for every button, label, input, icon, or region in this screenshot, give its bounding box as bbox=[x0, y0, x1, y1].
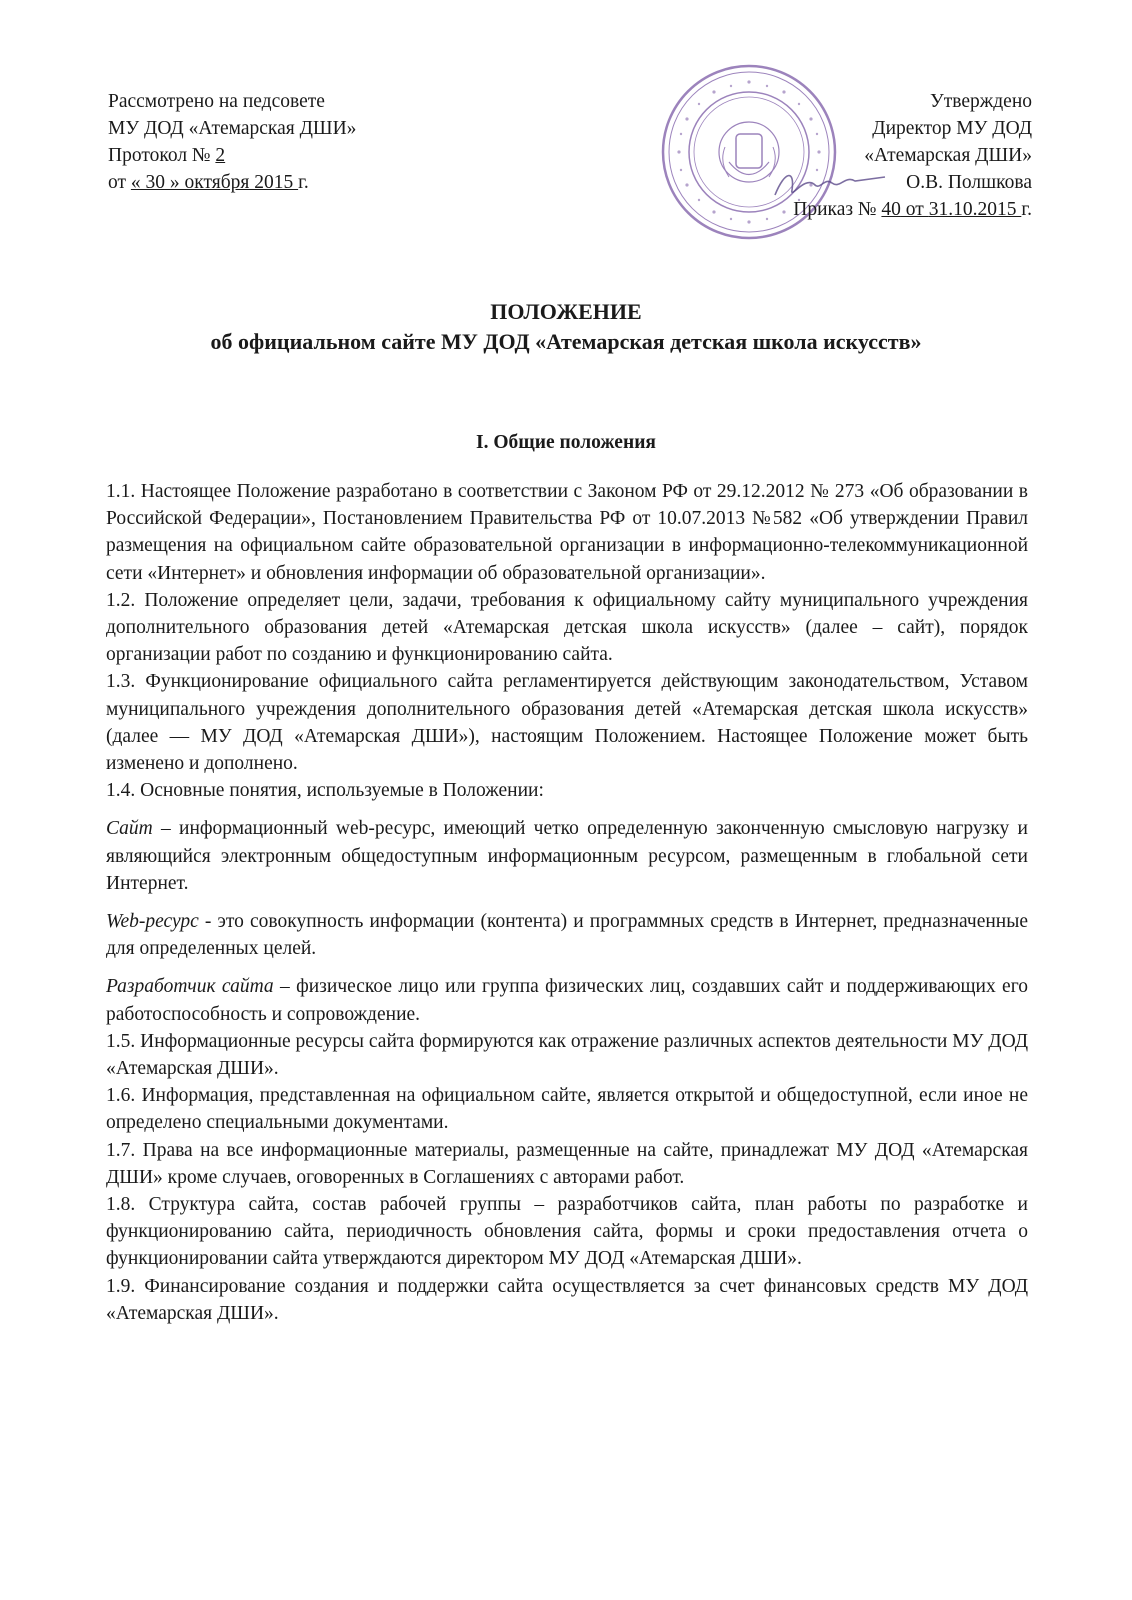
definition-term: Web-ресурс bbox=[106, 911, 199, 933]
paragraph-1-9: 1.9. Финансирование создания и поддержки сайта осуществляется за счет финансовых средств МУ ДОД «Атемарская ДШИ». bbox=[106, 1275, 1028, 1324]
approved-block bbox=[793, 88, 1032, 223]
definition-text: – информационный web-ресурс, имеющий четко определенную законченную смысловую нагрузку и являющийся электронным общедоступным информационным ресурсом, размещенным в глобальной сети Интернет. bbox=[106, 818, 1028, 894]
approved-line: Утверждено bbox=[929, 91, 1032, 112]
definition-web-resource bbox=[106, 908, 1028, 962]
document-body bbox=[106, 478, 1028, 1327]
order-number: 40 bbox=[881, 199, 901, 220]
paragraph-1-4: 1.4. Основные понятия, используемые в Положении: bbox=[106, 780, 544, 802]
order-line bbox=[793, 196, 1032, 223]
paragraph-1-2: 1.2. Положение определяет цели, задачи, требования к официальному сайту муниципального учреждения дополнительного образования детей «Атемарская детская школа искусств» (далее – сайт), порядок организации работ по созданию и функционированию сайта. bbox=[106, 589, 1028, 666]
paragraph-1-1: 1.1. Настоящее Положение разработано в соответствии с Законом РФ от 29.12.2012 № 273 «Об образовании в Российской Федерации», Постановлением Правительства РФ от 10.07.2013 №582 «Об утверждении Правил размещения на официальном сайте образовательной организации в информационно-телекоммуникационной сети «Интернет» и обновления информации об образовательной организации». bbox=[106, 481, 1028, 584]
order-date: 31.10.2015 bbox=[928, 199, 1022, 220]
protocol-line bbox=[108, 142, 356, 169]
definition-term: Сайт bbox=[106, 818, 153, 840]
considered-line: Рассмотрено на педсовете bbox=[108, 91, 325, 112]
definition-term: Разработчик сайта bbox=[106, 976, 274, 998]
paragraph-1-6: 1.6. Информация, представленная на официальном сайте, является открытой и общедоступной, если иное не определено специальными документами. bbox=[106, 1085, 1028, 1134]
protocol-date: « 30 » октября 2015 bbox=[130, 172, 299, 193]
definition-developer bbox=[106, 973, 1028, 1027]
protocol-number: 2 bbox=[215, 145, 226, 166]
organization-line: МУ ДОД «Атемарская ДШИ» bbox=[108, 118, 357, 139]
paragraph-1-3: 1.3. Функционирование официального сайта регламентируется действующим законодательством, Уставом муниципального учреждения дополнительного образования детей «Атемарская детская школа искусств» (далее — МУ ДОД «Атемарская ДШИ»), настоящим Положением. Настоящее Положение может быть изменено и дополнено. bbox=[106, 671, 1028, 775]
paragraph-1-7: 1.7. Права на все информационные материалы, размещенные на сайте, принадлежат МУ ДОД «Атемарская ДШИ» кроме случаев, оговоренных в Соглашениях с авторами работ. bbox=[106, 1139, 1028, 1188]
considered-block bbox=[108, 88, 356, 196]
protocol-prefix: Протокол № bbox=[108, 145, 216, 166]
title-main: ПОЛОЖЕНИЕ bbox=[490, 299, 642, 324]
date-prefix: от bbox=[108, 172, 131, 193]
director-title-line: Директор МУ ДОД bbox=[872, 118, 1032, 139]
order-mid: от bbox=[900, 199, 929, 220]
definition-text: – физическое лицо или группа физических лиц, создавших сайт и поддерживающих его работоспособность и сопровождение. bbox=[106, 976, 1028, 1025]
organization-line: «Атемарская ДШИ» bbox=[864, 145, 1032, 166]
paragraph-1-5: 1.5. Информационные ресурсы сайта формируются как отражение различных аспектов деятельности МУ ДОД «Атемарская ДШИ». bbox=[106, 1030, 1028, 1080]
title-subtitle: об официальном сайте МУ ДОД «Атемарская детская школа искусств» bbox=[210, 329, 922, 354]
protocol-date-line bbox=[108, 169, 356, 196]
paragraph-1-8: 1.8. Структура сайта, состав рабочей группы – разработчиков сайта, план работы по разработке и функционированию сайта, периодичность обновления сайта, формы и сроки предоставления отчета о функционировании сайта утверждаются директором МУ ДОД «Атемарская ДШИ». bbox=[106, 1194, 1028, 1270]
signer-name: О.В. Полшкова bbox=[906, 172, 1032, 193]
date-suffix: г. bbox=[298, 172, 309, 193]
document-title bbox=[0, 297, 1132, 357]
order-suffix: г. bbox=[1021, 199, 1032, 220]
definition-text: - это совокупность информации (контента) и программных средств в Интернет, предназначенные для определенных целей. bbox=[106, 911, 1028, 960]
definition-site bbox=[106, 815, 1028, 897]
order-prefix: Приказ № bbox=[793, 199, 882, 220]
section-heading: I. Общие положения bbox=[476, 432, 656, 453]
